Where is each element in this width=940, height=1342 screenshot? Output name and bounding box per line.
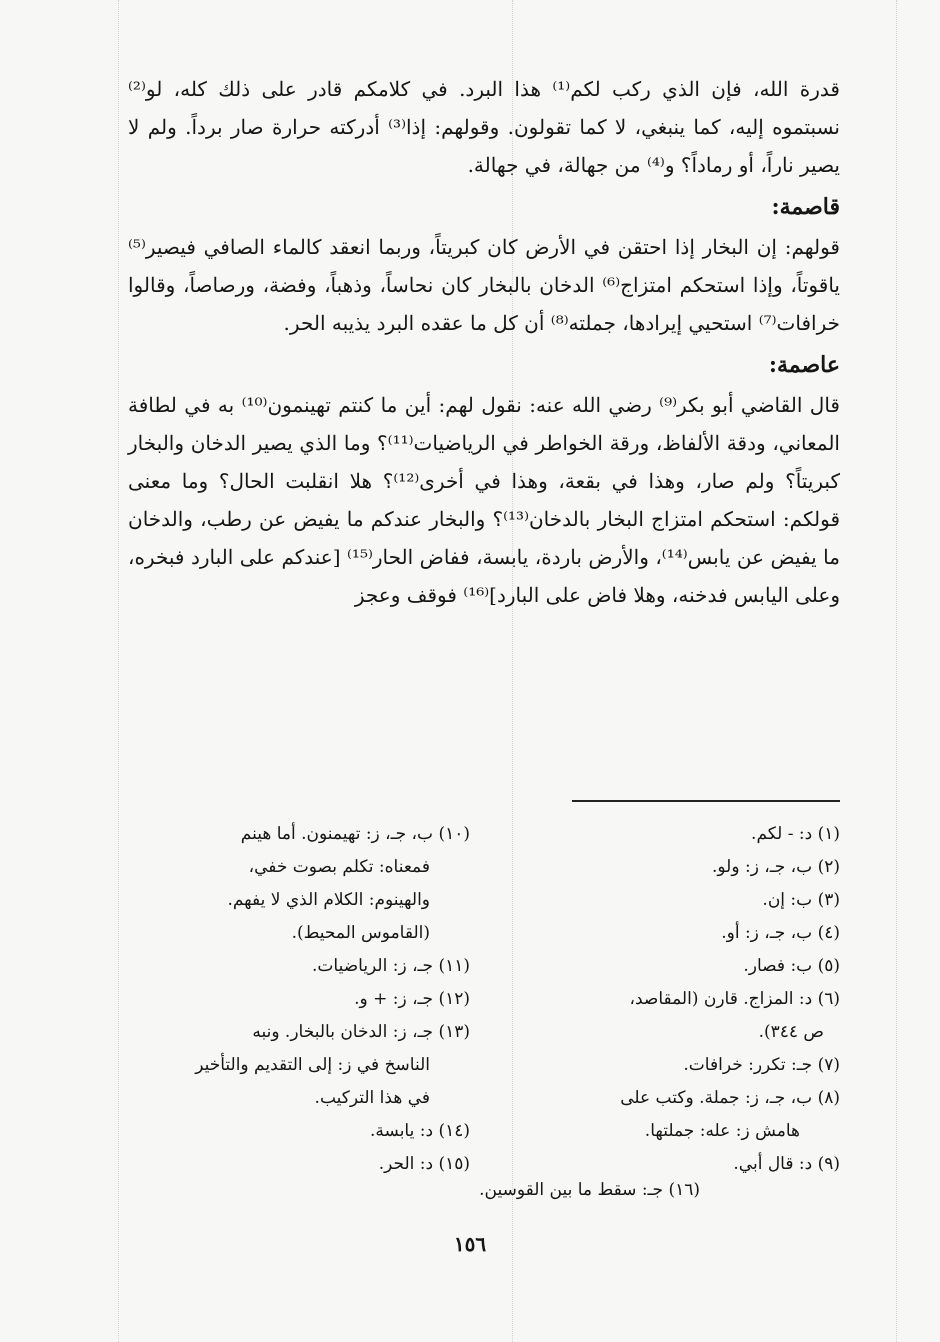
footnote-6-continued: ص ٣٤٤). [758, 1022, 824, 1042]
footnote-16: (١٦) جـ: سقط ما بين القوسين. [479, 1180, 700, 1200]
footnote-5: (٥) ب: فصار. [743, 956, 840, 976]
footnotes-left-column [128, 818, 470, 1181]
main-text-block [128, 70, 840, 614]
paragraph-1: قدرة الله، فإن الذي ركب لكم⁽¹⁾ هذا البرد. في كلامكم قادر على ذلك كله، لو⁽²⁾ نسبتموه إليه، كما ينبغي، لا كما تقولون. وقولهم: إذا⁽³⁾ أدركته حرارة صار برداً. ولم لا يصير ناراً، أو رماداً؟ و⁽⁴⁾ من جهالة، في جهالة. [128, 77, 840, 177]
footnote-15: (١٥) د: الحر. [378, 1154, 470, 1174]
footnote-separator [572, 800, 840, 802]
footnote-8: (٨) ب، جـ، ز: جملة. وكتب على [620, 1088, 840, 1108]
footnote-10-continued: فمعناه: تكلم بصوت خفي، [248, 857, 430, 877]
footnote-13-continued: الناسخ في ز: إلى التقديم والتأخير [195, 1055, 430, 1075]
paragraph-3: قال القاضي أبو بكر⁽⁹⁾ رضي الله عنه: نقول لهم: أين ما كنتم تهينمون⁽¹⁰⁾ به في لطافة المعاني، ودقة الألفاظ، ورقة الخواطر في الرياضيات⁽¹¹⁾؟ وما الذي يصير الدخان والبخار كبريتاً؟ ولم صار، وهذا في بقعة، وهذا في أخرى⁽¹²⁾؟ هلا انقلبت الحال؟ وما معنى قولكم: استحكم امتزاج البخار بالدخان⁽¹³⁾؟ والبخار عندكم ما يفيض عن رطب، والدخان ما يفيض عن يابس⁽¹⁴⁾، والأرض باردة، يابسة، ففاض الحار⁽¹⁵⁾ [عندكم على البارد فبخره، وعلى اليابس فدخنه، وهلا فاض على البارد]⁽¹⁶⁾ فوقف وعجز [128, 393, 841, 607]
footnote-10: (١٠) ب، جـ، ز: تهيمنون. أما هينم [240, 824, 470, 844]
footnote-6: (٦) د: المزاج. قارن (المقاصد، [629, 989, 840, 1009]
footnote-9: (٩) د: قال أبي. [733, 1154, 840, 1174]
footnotes-right-column [510, 818, 840, 1181]
footnote-13: (١٣) جـ، ز: الدخان بالبخار. ونبه [252, 1022, 470, 1042]
footnote-10-continued: والهينوم: الكلام الذي لا يفهم. [227, 890, 430, 910]
footnote-13-continued: في هذا التركيب. [314, 1088, 430, 1108]
scan-artifact-line [118, 0, 119, 1342]
footnote-2: (٢) ب، جـ، ز: ولو. [711, 857, 840, 877]
paragraph-2: قولهم: إن البخار إذا احتقن في الأرض كان كبريتاً، وربما انعقد كالماء الصافي فيصير⁽⁵⁾ ياقوتاً، وإذا استحكم امتزاج⁽⁶⁾ الدخان بالبخار كان نحاساً، وذهباً، وفضة، ورصاصاً، وقالوا خرافات⁽⁷⁾ استحيي إيرادها، جملته⁽⁸⁾ أن كل ما عقده البرد يذيبه الحر. [128, 235, 840, 335]
footnote-8-continued: هامش ز: عله: جملتها. [644, 1121, 800, 1141]
footnote-4: (٤) ب، جـ، ز: أو. [721, 923, 840, 943]
footnote-7: (٧) جـ: تكرر: خرافات. [683, 1055, 840, 1075]
heading-asima: عاصمة: [768, 352, 840, 378]
footnote-14: (١٤) د: يابسة. [370, 1121, 470, 1141]
footnote-3: (٣) ب: إن. [762, 890, 840, 910]
footnote-11: (١١) جـ، ز: الرياضيات. [311, 956, 470, 976]
footnote-1: (١) د: - لكم. [751, 824, 840, 844]
scan-artifact-line [896, 0, 897, 1342]
heading-qasima: قاصمة: [771, 194, 840, 220]
footnote-10-continued: (القاموس المحيط). [291, 923, 430, 943]
page-number: ١٥٦ [453, 1232, 487, 1256]
footnote-12: (١٢) جـ، ز: + و. [354, 989, 470, 1009]
